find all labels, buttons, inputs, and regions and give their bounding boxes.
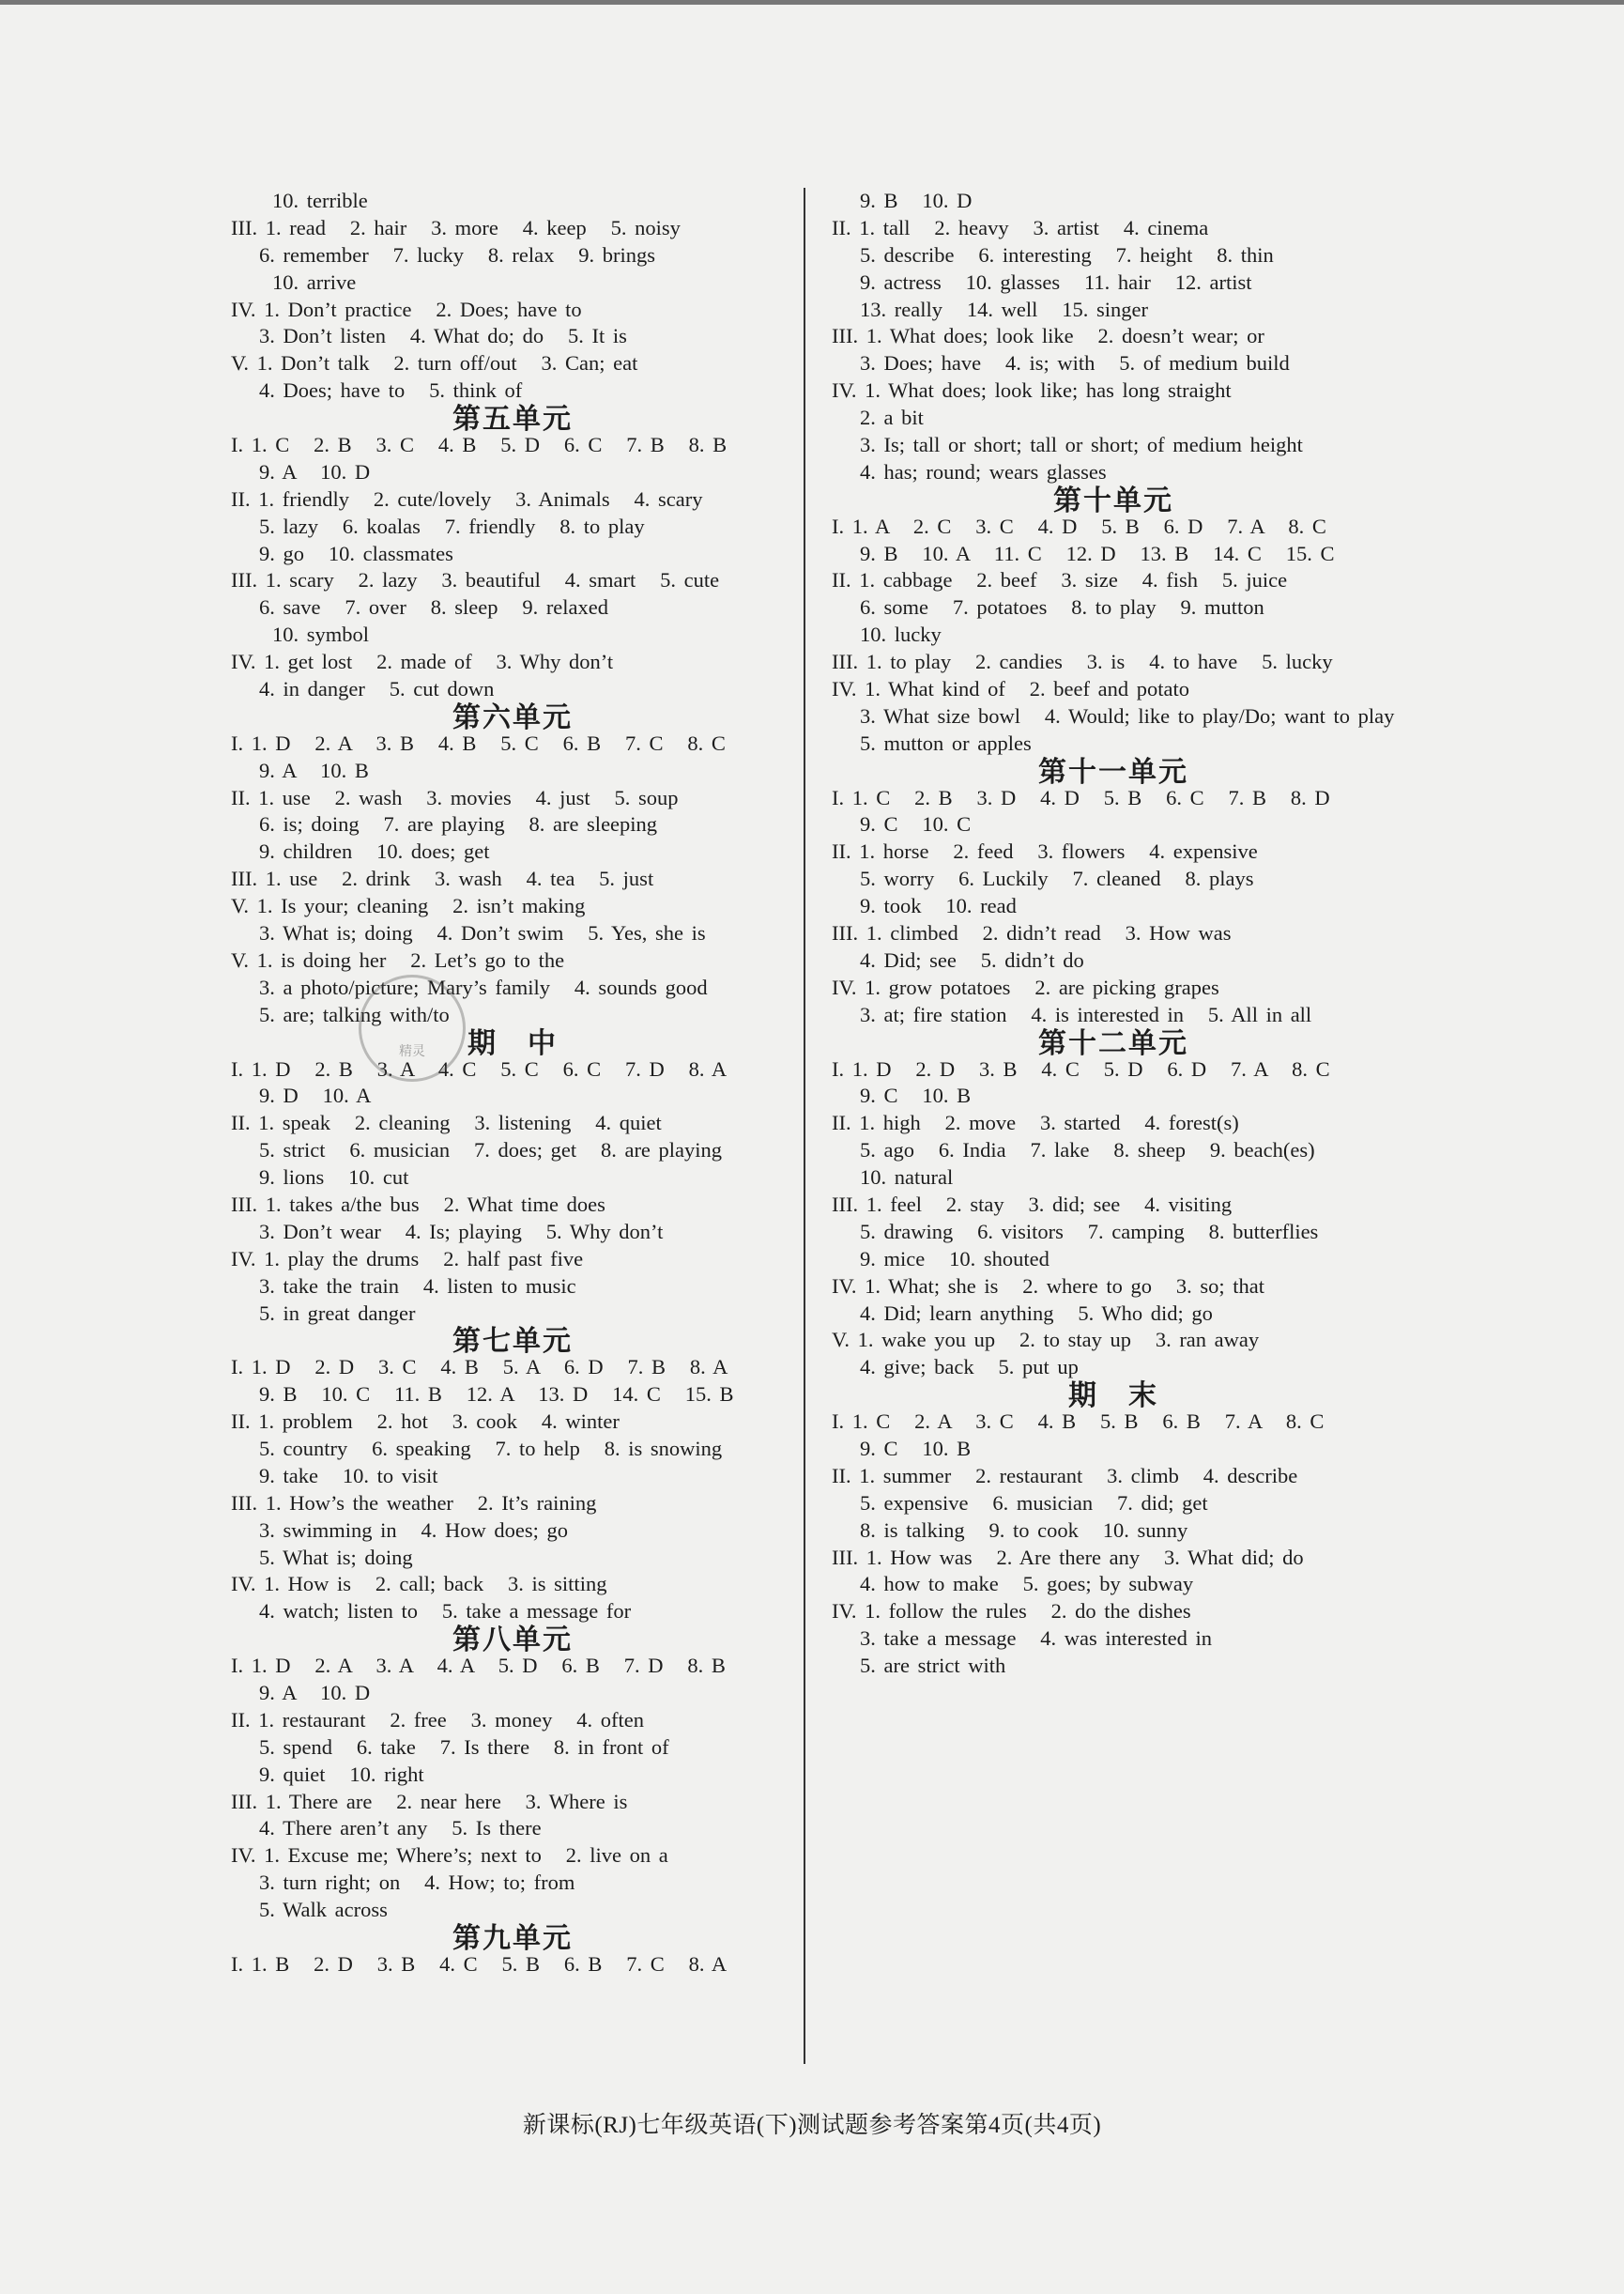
answer-line: 9. took 10. read [860,894,1017,918]
top-border-line [0,0,1624,5]
answer-line: 5. expensive 6. musician 7. did; get [860,1490,1208,1515]
answer-line: IV. 1. What kind of 2. beef and potato [832,677,1189,701]
answer-line: I. 1. B 2. D 3. B 4. C 5. B 6. B 7. C 8. A [231,1951,728,1976]
answer-line: III. 1. There are 2. near here 3. Where is [231,1789,628,1813]
answer-line: IV. 1. What; she is 2. where to go 3. so; that [832,1273,1264,1298]
answer-line: IV. 1. What does; look like; has long straight [832,378,1232,403]
answer-line: 6. is; doing 7. are playing 8. are sleeping [259,812,658,837]
answer-line: 10. arrive [272,269,357,294]
answer-line: 3. Does; have 4. is; with 5. of medium build [860,351,1290,376]
answer-line: IV. 1. play the drums 2. half past five [231,1246,584,1270]
unit-heading: 第五单元 [452,403,573,437]
answer-line: 9. C 10. C [860,812,972,837]
answer-line: IV. 1. Don’t practice 2. Does; have to [231,297,582,321]
answer-line: I. 1. C 2. B 3. C 4. B 5. D 6. C 7. B 8. B [231,433,728,457]
answer-line: 4. has; round; wears glasses [860,459,1107,484]
unit-heading: 期 中 [467,1026,558,1060]
answer-line: 5. strict 6. musician 7. does; get 8. are playing [259,1138,723,1162]
unit-heading: 第九单元 [452,1922,573,1955]
answer-line: III. 1. What does; look like 2. doesn’t wear; or [832,324,1264,348]
answer-line: I. 1. D 2. D 3. C 4. B 5. A 6. D 7. B 8. A [231,1355,728,1379]
answer-line: II. 1. horse 2. feed 3. flowers 4. expensive [832,839,1258,864]
answer-line: 5. describe 6. interesting 7. height 8. thin [860,242,1274,267]
left-column [231,188,794,1978]
answer-line: 5. in great danger [259,1301,416,1325]
answer-line: I. 1. A 2. C 3. C 4. D 5. B 6. D 7. A 8. C [832,514,1326,538]
answer-line: 9. B 10. C 11. B 12. A 13. D 14. C 15. B [259,1382,734,1407]
answer-line: 3. a photo/picture; Mary’s family 4. sounds good [259,975,708,999]
answer-line: III. 1. to play 2. candies 3. is 4. to have 5. lucky [832,650,1333,674]
unit-heading: 第十二单元 [1038,1026,1188,1060]
answer-line: 9. A 10. D [259,1680,371,1704]
answer-line: 3. at; fire station 4. is interested in 5. All in all [860,1002,1312,1026]
answer-line: 9. take 10. to visit [259,1463,438,1487]
answer-line: 9. A 10. B [259,758,369,782]
answer-line: 4. in danger 5. cut down [259,677,495,701]
answer-line: 9. B 10. A 11. C 12. D 13. B 14. C 15. C [860,541,1335,565]
answer-line: III. 1. read 2. hair 3. more 4. keep 5. noisy [231,215,681,239]
answer-line: II. 1. friendly 2. cute/lovely 3. Animals 4. scary [231,486,703,511]
answer-line: 3. Don’t wear 4. Is; playing 5. Why don’t [259,1219,664,1243]
answer-line: 5. What is; doing [259,1545,413,1569]
answer-line: V. 1. Don’t talk 2. turn off/out 3. Can; eat [231,351,638,376]
unit-heading: 第八单元 [452,1624,573,1657]
answer-line: 10. lucky [860,623,942,647]
answer-line: IV. 1. get lost 2. made of 3. Why don’t [231,650,614,674]
answer-line: 5. country 6. speaking 7. to help 8. is snowing [259,1436,723,1460]
column-divider [804,188,805,2064]
answer-line: 5. spend 6. take 7. Is there 8. in front of [259,1734,669,1759]
answer-line: IV. 1. follow the rules 2. do the dishes [832,1599,1191,1624]
answer-line: I. 1. D 2. D 3. B 4. C 5. D 6. D 7. A 8. C [832,1056,1330,1081]
answer-line: III. 1. scary 2. lazy 3. beautiful 4. smart 5. cute [231,568,720,593]
answer-line: 5. are; talking with/to [259,1002,450,1026]
answer-line: 9. actress 10. glasses 11. hair 12. artist [860,269,1252,294]
page-footer: 新课标(RJ)七年级英语(下)测试题参考答案第4页(共4页) [522,2113,1102,2138]
answer-line: I. 1. D 2. A 3. A 4. A 5. D 6. B 7. D 8. B [231,1654,726,1678]
answer-line: III. 1. use 2. drink 3. wash 4. tea 5. just [231,867,654,891]
answer-line: 9. C 10. B [860,1084,972,1108]
answer-line: 3. What is; doing 4. Don’t swim 5. Yes, she is [259,921,706,946]
answer-line: 3. take the train 4. listen to music [259,1273,576,1298]
answer-line: 5. mutton or apples [860,731,1032,755]
unit-heading: 第六单元 [452,701,573,734]
answer-line: 3. Don’t listen 4. What do; do 5. It is [259,324,627,348]
answer-line: 3. What size bowl 4. Would; like to play/Do; want to play [860,703,1395,728]
unit-heading: 第十单元 [1053,484,1173,517]
unit-heading: 第十一单元 [1038,755,1188,789]
answer-line: II. 1. use 2. wash 3. movies 4. just 5. soup [231,785,679,809]
answer-line: 5. lazy 6. koalas 7. friendly 8. to play [259,514,645,538]
unit-heading: 期 末 [1068,1379,1158,1413]
answer-line: 4. watch; listen to 5. take a message for [259,1599,632,1624]
answer-line: 5. are strict with [860,1654,1006,1678]
answer-line: 3. take a message 4. was interested in [860,1626,1213,1651]
answer-line: 9. mice 10. shouted [860,1246,1049,1270]
answer-line: 3. swimming in 4. How does; go [259,1517,569,1542]
answer-line: II. 1. problem 2. hot 3. cook 4. winter [231,1409,620,1434]
answer-line: 5. ago 6. India 7. lake 8. sheep 9. beach(es) [860,1138,1315,1162]
answer-line: I. 1. D 2. A 3. B 4. B 5. C 6. B 7. C 8. C [231,731,726,755]
answer-line: 13. really 14. well 15. singer [860,297,1148,321]
answer-line: II. 1. cabbage 2. beef 3. size 4. fish 5. juice [832,568,1288,593]
answer-line: 9. D 10. A [259,1084,372,1108]
answer-line: V. 1. is doing her 2. Let’s go to the [231,947,565,972]
answer-line: 6. some 7. potatoes 8. to play 9. mutton [860,595,1264,620]
answer-line: 4. Did; see 5. didn’t do [860,947,1084,972]
right-column [832,188,1395,1680]
answer-line: I. 1. C 2. B 3. D 4. D 5. B 6. C 7. B 8. D [832,785,1330,809]
answer-line: II. 1. restaurant 2. free 3. money 4. often [231,1707,644,1732]
answer-line: 9. children 10. does; get [259,839,490,864]
answer-line: 8. is talking 9. to cook 10. sunny [860,1517,1188,1542]
answer-line: III. 1. climbed 2. didn’t read 3. How was [832,921,1232,946]
answer-line: II. 1. speak 2. cleaning 3. listening 4. quiet [231,1111,662,1135]
answer-line: 10. terrible [272,189,368,212]
answer-line: II. 1. high 2. move 3. started 4. forest(s) [832,1111,1239,1135]
answer-line: 5. Walk across [259,1898,388,1922]
answer-line: IV. 1. grow potatoes 2. are picking grapes [832,975,1219,999]
answer-line: 4. Did; learn anything 5. Who did; go [860,1301,1213,1325]
answer-line: 10. natural [860,1165,954,1190]
answer-line: IV. 1. Excuse me; Where’s; next to 2. live on a [231,1843,668,1868]
answer-line: 9. B 10. D [860,189,973,212]
answer-line: 9. go 10. classmates [259,541,453,565]
answer-line: II. 1. summer 2. restaurant 3. climb 4. describe [832,1463,1298,1487]
answer-line: III. 1. How’s the weather 2. It’s raining [231,1490,597,1515]
answer-line: III. 1. How was 2. Are there any 3. What did; do [832,1545,1304,1569]
answer-line: 5. worry 6. Luckily 7. cleaned 8. plays [860,867,1254,891]
watermark-stamp [359,975,466,1082]
answer-line: 2. a bit [860,406,924,430]
answer-line: 4. Does; have to 5. think of [259,378,523,403]
stamp-text: 精灵 [399,1044,425,1059]
answer-line: I. 1. D 2. B 3. A 4. C 5. C 6. C 7. D 8. A [231,1056,728,1081]
answer-line: 3. turn right; on 4. How; to; from [259,1871,575,1895]
answer-line: 4. how to make 5. goes; by subway [860,1572,1194,1596]
answer-line: 6. save 7. over 8. sleep 9. relaxed [259,595,609,620]
answer-line: III. 1. takes a/the bus 2. What time does [231,1192,605,1216]
unit-heading: 第七单元 [452,1325,573,1359]
answer-line: V. 1. wake you up 2. to stay up 3. ran away [832,1328,1260,1352]
answer-line: 5. drawing 6. visitors 7. camping 8. butterflies [860,1219,1319,1243]
answer-line: 3. Is; tall or short; tall or short; of medium height [860,433,1303,457]
answer-line: 6. remember 7. lucky 8. relax 9. brings [259,242,656,267]
answer-line: II. 1. tall 2. heavy 3. artist 4. cinema [832,215,1209,239]
answer-line: 9. quiet 10. right [259,1762,424,1786]
answer-line: 9. lions 10. cut [259,1165,409,1190]
answer-line: III. 1. feel 2. stay 3. did; see 4. visiting [832,1192,1233,1216]
answer-line: 9. C 10. B [860,1436,972,1460]
answer-line: 10. symbol [272,623,370,647]
answer-line: 4. There aren’t any 5. Is there [259,1816,542,1840]
answer-line: V. 1. Is your; cleaning 2. isn’t making [231,894,586,918]
answer-line: 9. A 10. D [259,459,371,484]
answer-line: I. 1. C 2. A 3. C 4. B 5. B 6. B 7. A 8. C [832,1409,1325,1434]
answer-line: IV. 1. How is 2. call; back 3. is sitting [231,1572,607,1596]
answer-line: 4. give; back 5. put up [860,1355,1079,1379]
